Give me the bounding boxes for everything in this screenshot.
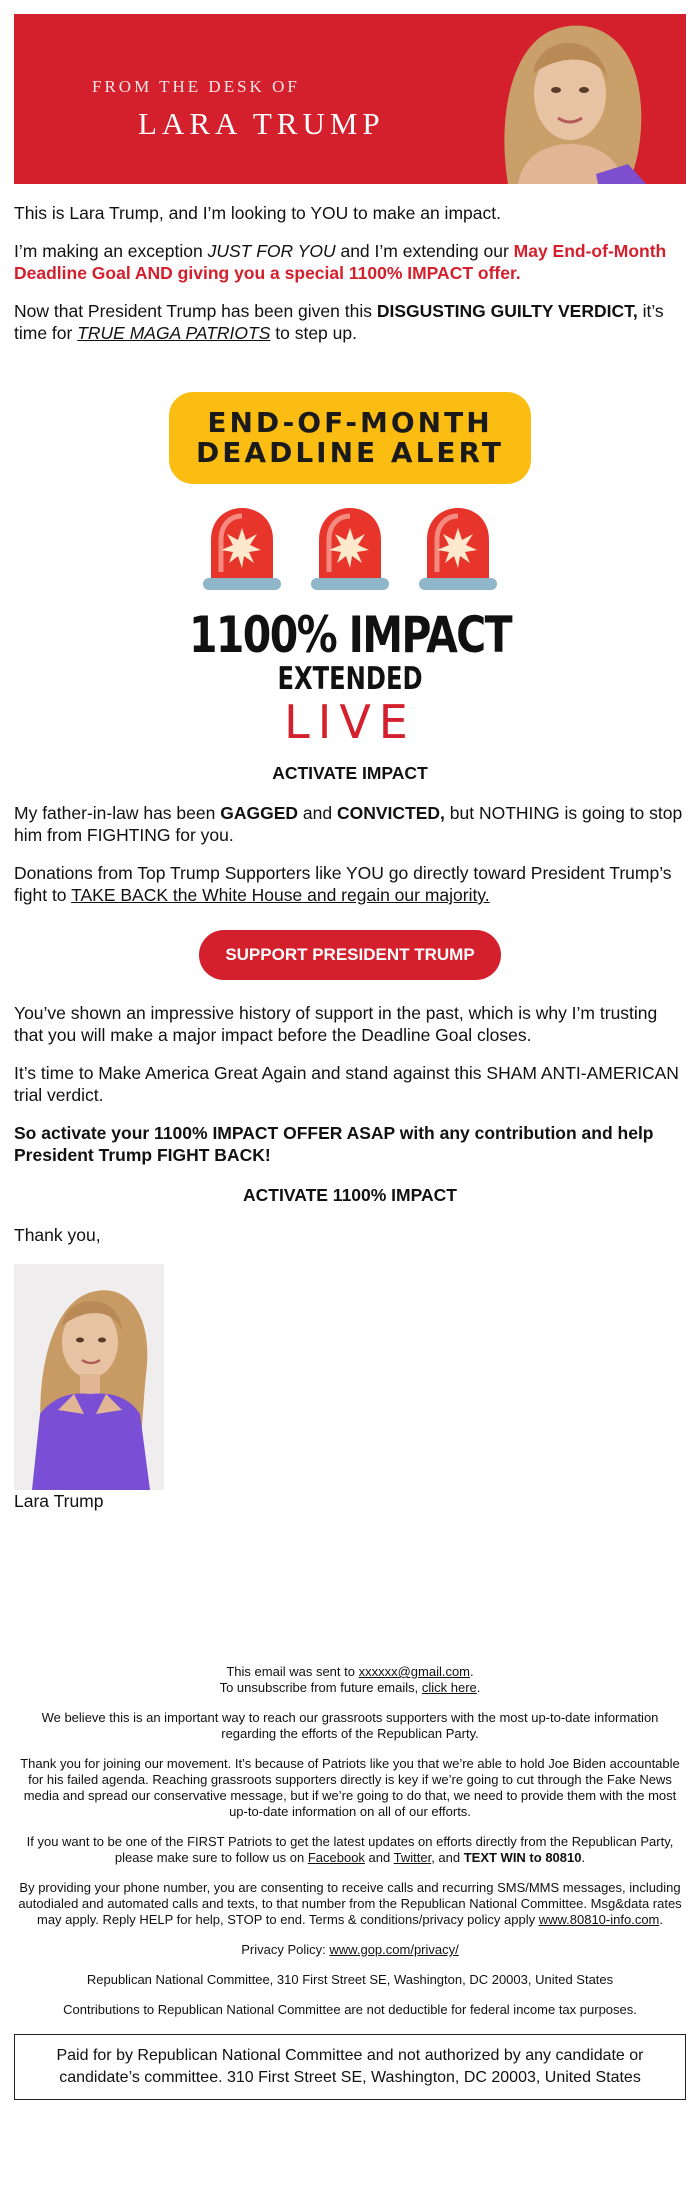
footer-paragraph-2: Thank you for joining our movement. It’s because of Patriots like you that we’re able to hold Joe Biden accountable for his failed agenda. Reaching grassroots supporters directly is key if we’re going to cut through the Fake News media and spread our conservative message, but if we’re going to do that, we need to provide them with the most up-to-date information on all of our efforts. <box>20 1756 680 1819</box>
privacy-line <box>14 1942 686 1958</box>
body-paragraph-5 <box>14 862 686 906</box>
header-banner <box>14 14 686 184</box>
footer-paragraph-3 <box>14 1834 686 1866</box>
header-from-text: FROM THE DESK OF <box>92 77 300 96</box>
sent-text: This email was sent to <box>226 1664 359 1679</box>
p4-bold-gagged: GAGGED <box>220 803 299 823</box>
address-line: Republican National Committee, 310 First Street SE, Washington, DC 20003, United States <box>86 1972 614 1987</box>
deadline-alert-graphic[interactable] <box>14 392 686 748</box>
unsub-period: . <box>476 1680 481 1695</box>
p3-patriots-link[interactable]: TRUE MAGA PATRIOTS <box>77 323 271 343</box>
footer <box>14 1664 686 2018</box>
siren-icon <box>415 502 501 594</box>
f3-text-a: If you want to be one of the FIRST Patriots to get the latest updates on efforts directly from the Republican Party, please make sure to follow us on <box>26 1834 674 1865</box>
facebook-link[interactable]: Facebook <box>307 1850 365 1865</box>
f4-period: . <box>659 1912 663 1927</box>
extended-subhead: EXTENDED <box>277 661 423 697</box>
lara-trump-photo <box>14 1264 164 1490</box>
sirens-row <box>14 502 686 594</box>
intro-paragraph-3 <box>14 300 686 344</box>
p4-text-a: My father-in-law has been <box>14 803 221 823</box>
body-paragraph-4 <box>14 802 686 846</box>
intro-paragraph-2 <box>14 240 686 284</box>
footer-paragraph-4 <box>14 1880 686 1928</box>
p2-red-offer: May End-of-Month Deadline Goal AND giving you a special 1100% IMPACT offer. <box>14 241 667 283</box>
p2-text-c: and I’m extending our <box>335 241 514 261</box>
terms-link[interactable]: www.80810-info.com <box>538 1912 660 1927</box>
header-name-text: LARA TRUMP <box>138 106 385 141</box>
p5-text-a: Donations from Top Trump Supporters like YOU go directly toward President Trump’s fight to <box>14 863 672 905</box>
f4-text-a: By providing your phone number, you are consenting to receive calls and recurring SMS/MMS messages, including autodialed and automated calls and texts, to that number from the Republican National Committee. Msg&data rates may apply. Reply HELP for help, STOP to end. Terms & conditions/privacy policy apply <box>18 1880 682 1927</box>
intro-paragraph-1: This is Lara Trump, and I’m looking to YOU to make an impact. <box>14 203 501 223</box>
deadline-alert-pill <box>169 392 531 484</box>
email-body <box>14 14 686 2100</box>
header-portrait <box>478 14 646 184</box>
alert-pill-line2: DEADLINE ALERT <box>196 436 504 469</box>
unsubscribe-link[interactable]: click here <box>421 1680 477 1695</box>
unsubscribe-line <box>14 1680 686 1696</box>
sent-email-link[interactable]: xxxxxx@gmail.com <box>358 1664 471 1679</box>
siren-icon <box>199 502 285 594</box>
privacy-label: Privacy Policy: <box>241 1942 330 1957</box>
f3-text-b: and <box>364 1850 394 1865</box>
p5-take-back-link[interactable]: TAKE BACK the White House and regain our majority. <box>71 885 490 905</box>
sent-period: . <box>470 1664 474 1679</box>
f3-text-c: , and <box>431 1850 464 1865</box>
siren-icon <box>307 502 393 594</box>
thank-you-text: Thank you, <box>14 1225 101 1245</box>
signature-name: Lara Trump <box>14 1491 104 1511</box>
p4-bold-convicted: CONVICTED, <box>336 803 445 823</box>
twitter-link[interactable]: Twitter <box>393 1850 432 1865</box>
support-president-trump-button[interactable]: SUPPORT PRESIDENT TRUMP <box>199 930 501 980</box>
paid-for-box: Paid for by Republican National Committee and not authorized by any candidate or candidate’s committee. 310 First Street SE, Washington, DC 20003, United States <box>14 2034 686 2100</box>
tax-disclaimer: Contributions to Republican National Committee are not deductible for federal income tax purposes. <box>63 2002 637 2017</box>
body-paragraph-7: It’s time to Make America Great Again and stand against this SHAM ANTI-AMERICAN trial verdict. <box>14 1063 679 1105</box>
p3-text-a: Now that President Trump has been given this <box>14 301 377 321</box>
footer-paragraph-1: We believe this is an important way to reach our grassroots supporters with the most up-to-date information regarding the efforts of the Republican Party. <box>41 1710 659 1741</box>
p3-bold-verdict: DISGUSTING GUILTY VERDICT, <box>376 301 638 321</box>
signature-photo <box>14 1264 164 1490</box>
alert-pill-line1: END-OF-MONTH <box>207 406 493 439</box>
live-text: LIVE <box>284 695 416 749</box>
activate-1100-impact-link[interactable]: ACTIVATE 1100% IMPACT <box>243 1185 457 1205</box>
p3-text-e: to step up. <box>270 323 357 343</box>
p3-text-c: it’s time for <box>14 301 664 343</box>
p2-text-emph: JUST FOR YOU <box>207 241 336 261</box>
p4-text-c: and <box>298 803 337 823</box>
body-paragraph-6: You’ve shown an impressive history of support in the past, which is why I’m trusting that you will make a major impact before the Deadline Goal closes. <box>14 1003 658 1045</box>
body-paragraph-8: So activate your 1100% IMPACT OFFER ASAP with any contribution and help President Trump FIGHT BACK! <box>14 1123 654 1165</box>
cta-button-wrap <box>14 930 686 980</box>
f3-period: . <box>581 1850 586 1865</box>
impact-headline: 1100% IMPACT <box>189 606 511 664</box>
text-win-bold: TEXT WIN to 80810 <box>463 1850 582 1865</box>
p2-text-a: I’m making an exception <box>14 241 208 261</box>
p4-text-e: but NOTHING is going to stop him from FIGHTING for you. <box>14 803 683 845</box>
impact-text-block <box>14 608 686 748</box>
activate-impact-link[interactable]: ACTIVATE IMPACT <box>272 763 428 783</box>
unsub-text: To unsubscribe from future emails, <box>219 1680 422 1695</box>
sent-to-line <box>14 1664 686 1680</box>
privacy-link[interactable]: www.gop.com/privacy/ <box>329 1942 459 1957</box>
